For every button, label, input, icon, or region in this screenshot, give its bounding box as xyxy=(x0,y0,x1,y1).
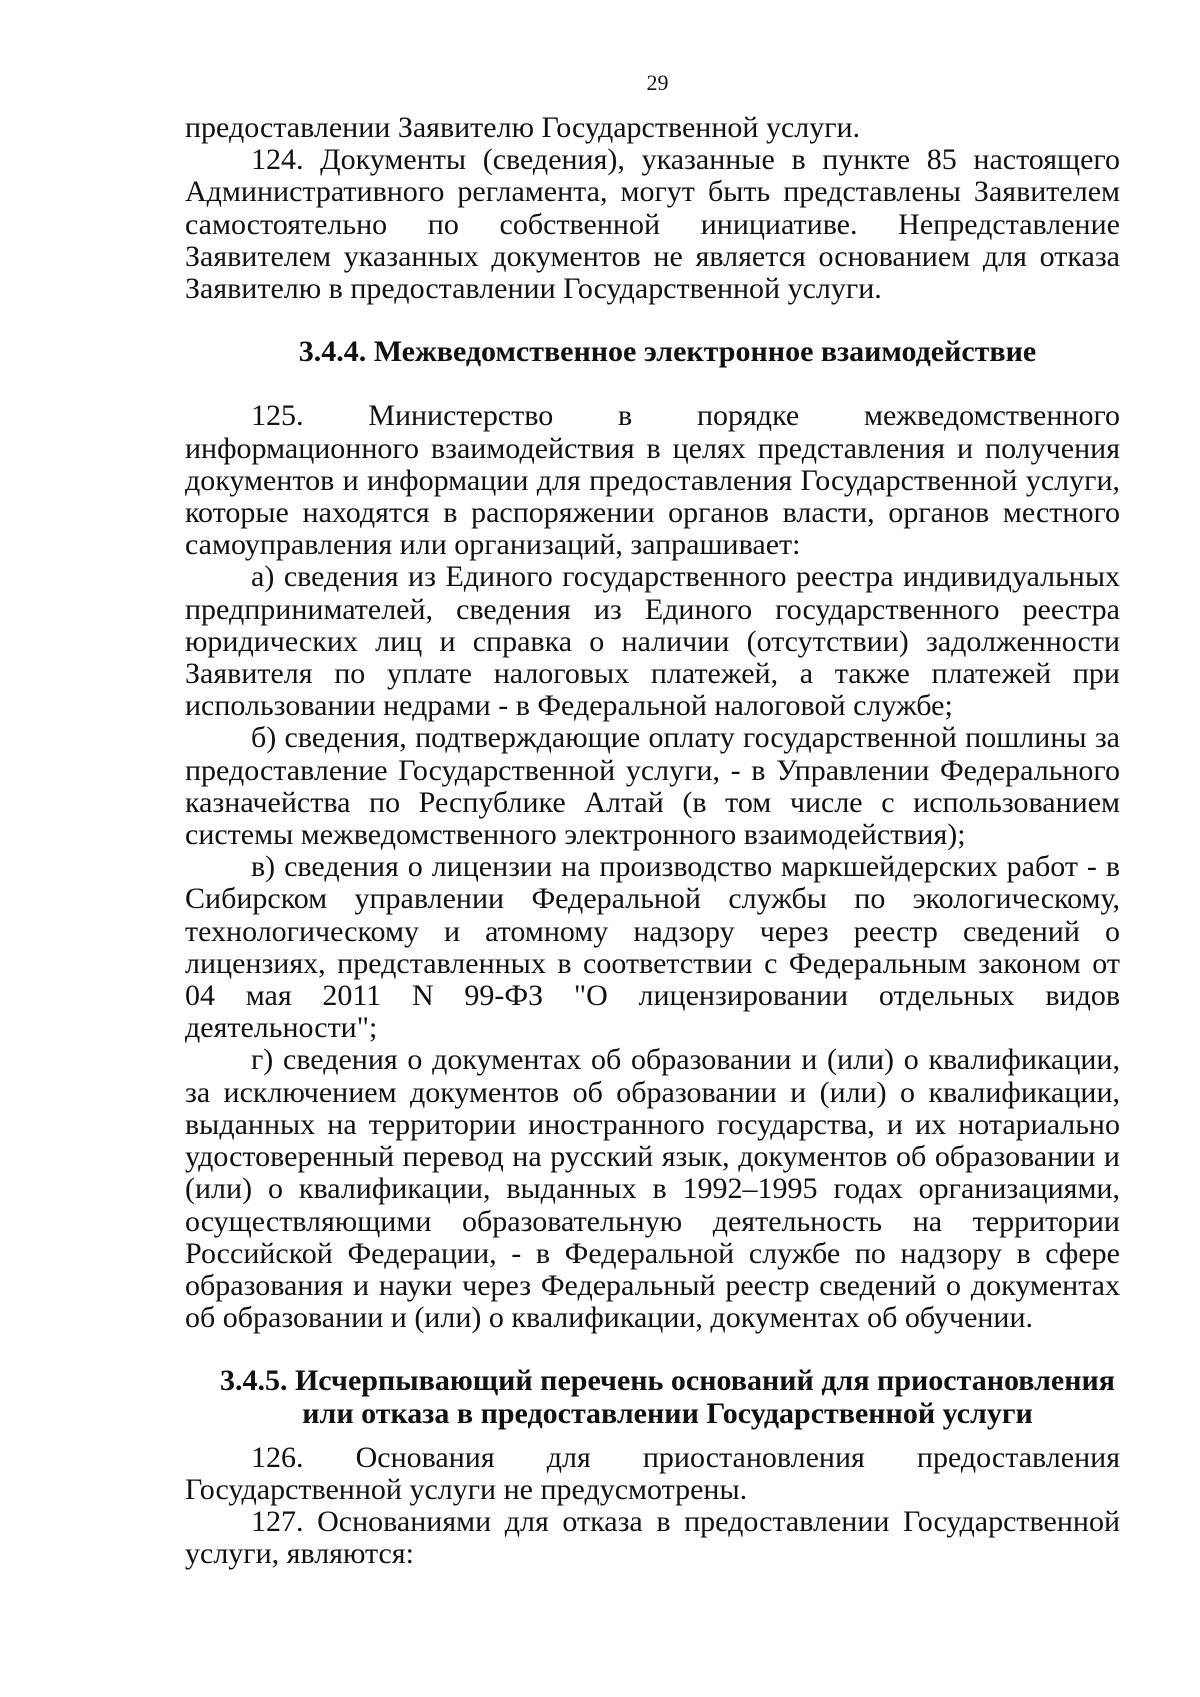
page-number: 29 xyxy=(646,70,669,95)
section-heading-3-4-5 xyxy=(185,1365,1120,1429)
paragraph-127: 127. Основаниями для отказа в предоставлении Государственной услуги, являются: xyxy=(185,1505,1120,1571)
list-item-b: б) сведения, подтверждающие оплату государственной пошлины за предоставление Государственной услуги, - в Управлении Федерального казначейства по Республике Алтай (в том числе с использованием системы межведомственного электронного взаимодействия); xyxy=(185,721,1120,852)
list-item-v: в) сведения о лицензии на производство маркшейдерских работ - в Сибирском управлении Федеральной службы по экологическому, технологическому и атомному надзору через реестр сведений о лицензиях, представленных в соответствии с Федеральным законом от 04 мая 2011 N 99-ФЗ "О лицензировании отдельных видов деятельности"; xyxy=(185,850,1120,1045)
document-page xyxy=(185,70,1120,1571)
section-heading-3-4-4: 3.4.4. Межведомственное электронное взаимодействие xyxy=(298,335,1037,369)
list-item-g: г) сведения о документах об образовании и (или) о квалификации, за исключением документов об образовании и (или) о квалификации, выданных на территории иностранного государства, и их нотариально удостоверенный перевод на русский язык, документов об образовании и (или) о квалификации, выданных в 1992–1995 годах организациями, осуществляющими образовательную деятельность на территории Российской Федерации, - в Федеральной службе по надзору в сфере образования и науки через Федеральный реестр сведений о документах об образовании и (или) о квалификации, документах об обучении. xyxy=(185,1043,1120,1335)
paragraph-125: 125. Министерство в порядке межведомственного информационного взаимодействия в целях представления и получения документов и информации для предоставления Государственной услуги, которые находятся в распоряжении органов власти, органов местного самоуправления или организаций, запрашивает: xyxy=(185,399,1120,562)
list-item-a: а) сведения из Единого государственного реестра индивидуальных предпринимателей, сведения из Единого государственного реестра юридических лиц и справка о наличии (отсутствии) задолженности Заявителя по уплате налоговых платежей, а также платежей при использовании недрами - в Федеральной налоговой службе; xyxy=(185,560,1120,723)
section-heading-3-4-5-line1: 3.4.5. Исчерпывающий перечень оснований для приостановления xyxy=(219,1364,1116,1398)
section-heading-3-4-5-line2: или отказа в предоставлении Государственной услуги xyxy=(302,1396,1033,1430)
paragraph-continuation: предоставлении Заявителю Государственной услуги. xyxy=(185,111,861,144)
paragraph-124: 124. Документы (сведения), указанные в пункте 85 настоящего Административного регламента, могут быть представлены Заявителем самостоятельно по собственной инициативе. Непредставление Заявителем указанных документов не является основанием для отказа Заявителю в предоставлении Государственной услуги. xyxy=(185,143,1120,306)
paragraph-126: 126. Основания для приостановления предоставления Государственной услуги не предусмотрены. xyxy=(185,1440,1120,1506)
